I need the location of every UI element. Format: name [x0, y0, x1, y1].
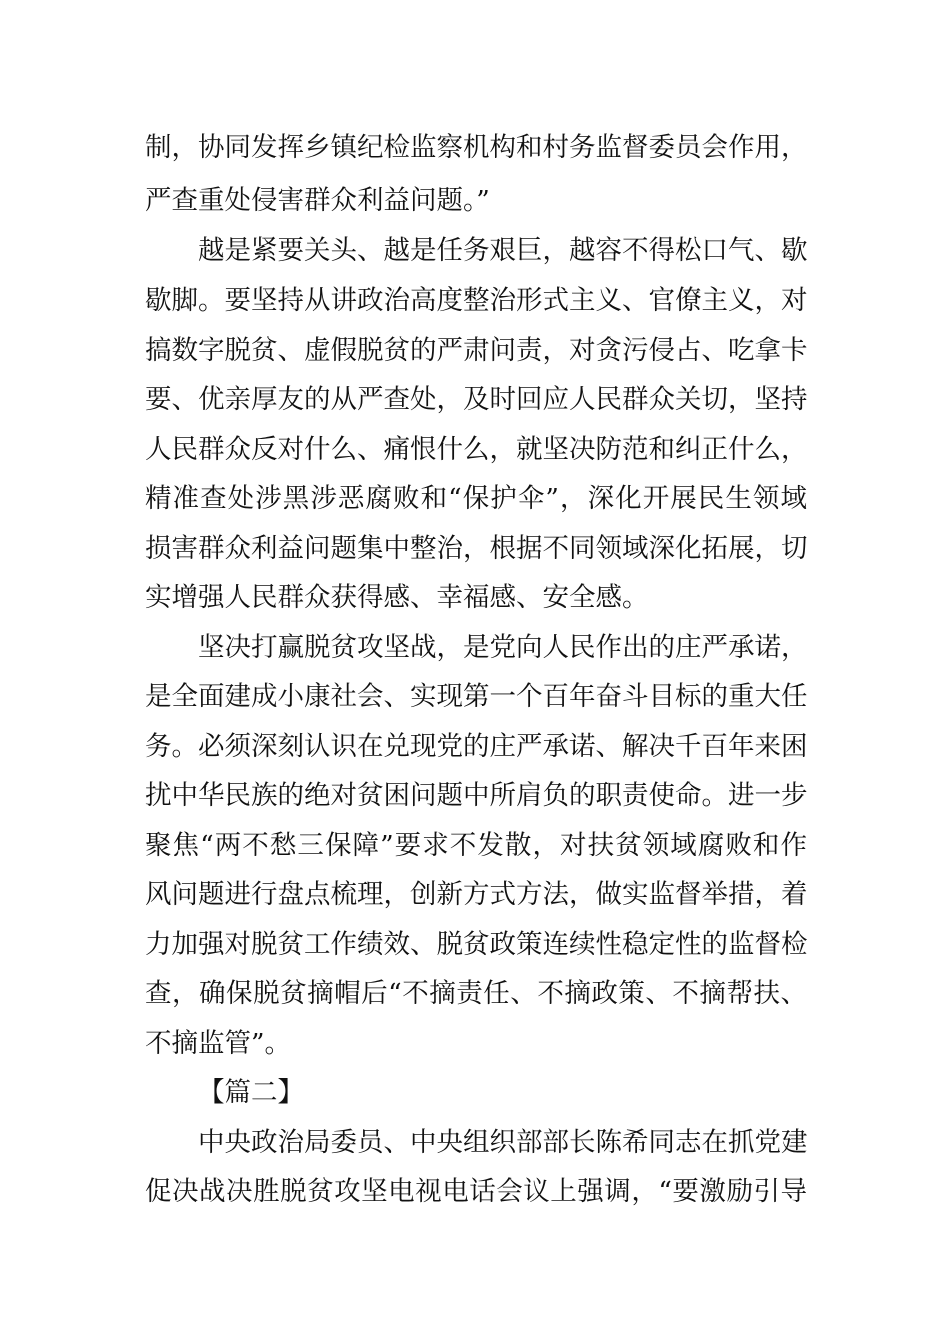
- paragraph-3-line-2: 是全面建成小康社会、实现第一个百年奋斗目标的重大任: [145, 681, 807, 712]
- paragraph-3-line-7: 力加强对脱贫工作绩效、脱贫政策连续性稳定性的监督检: [145, 929, 807, 960]
- paragraph-4-line-2: 促决战决胜脱贫攻坚电视电话会议上强调，“要激励引导: [145, 1176, 807, 1207]
- paragraph-2-line-7: 损害群众利益问题集中整治，根据不同领域深化拓展，切: [145, 533, 807, 564]
- paragraph-3-line-4: 扰中华民族的绝对贫困问题中所肩负的职责使命。进一步: [145, 780, 807, 811]
- paragraph-2-line-3: 搞数字脱贫、虚假脱贫的严肃问责，对贪污侵占、吃拿卡: [145, 335, 807, 366]
- paragraph-3-line-3: 务。必须深刻认识在兑现党的庄严承诺、解决千百年来困: [145, 731, 807, 762]
- paragraph-1-line-1: 制，协同发挥乡镇纪检监察机构和村务监督委员会作用，: [145, 132, 807, 163]
- paragraph-2-line-2: 歇脚。要坚持从讲政治高度整治形式主义、官僚主义，对: [145, 285, 807, 316]
- paragraph-2-line-4: 要、优亲厚友的从严查处，及时回应人民群众关切，坚持: [145, 384, 807, 415]
- paragraph-3-line-8: 查，确保脱贫摘帽后“不摘责任、不摘政策、不摘帮扶、: [145, 978, 807, 1009]
- paragraph-3-line-9: 不摘监管”。: [145, 1028, 292, 1059]
- paragraph-1-line-2: 严查重处侵害群众利益问题。”: [145, 185, 490, 216]
- paragraph-2-line-1: 越是紧要关头、越是任务艰巨，越容不得松口气、歇: [198, 235, 807, 266]
- paragraph-4-line-1: 中央政治局委员、中央组织部部长陈希同志在抓党建: [198, 1127, 807, 1158]
- section-heading: 【篇二】: [198, 1077, 304, 1108]
- paragraph-3-line-1: 坚决打赢脱贫攻坚战，是党向人民作出的庄严承诺，: [198, 632, 807, 663]
- paragraph-2-line-8: 实增强人民群众获得感、幸福感、安全感。: [145, 582, 649, 613]
- paragraph-2-line-6: 精准查处涉黑涉恶腐败和“保护伞”，深化开展民生领域: [145, 483, 807, 514]
- paragraph-3-line-5: 聚焦“两不愁三保障”要求不发散，对扶贫领域腐败和作: [145, 830, 807, 861]
- paragraph-2-line-5: 人民群众反对什么、痛恨什么，就坚决防范和纠正什么，: [145, 434, 807, 465]
- paragraph-3-line-6: 风问题进行盘点梳理，创新方式方法，做实监督举措，着: [145, 879, 807, 910]
